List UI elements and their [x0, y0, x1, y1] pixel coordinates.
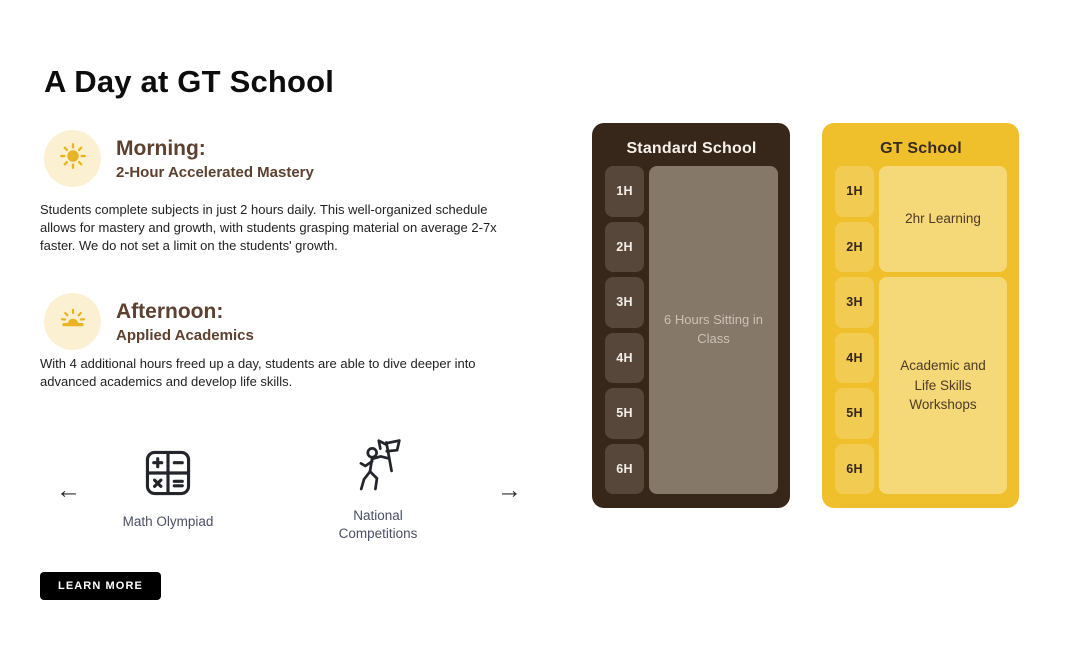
flag-bearer-icon	[347, 434, 409, 500]
morning-feature	[44, 130, 314, 187]
hour-chip: 4H	[835, 333, 874, 384]
hour-chip: 5H	[605, 388, 644, 439]
morning-text	[116, 136, 314, 181]
afternoon-text	[116, 299, 254, 344]
carousel-item-national-competitions	[312, 434, 444, 543]
hour-chip: 3H	[835, 277, 874, 328]
hour-chip: 2H	[605, 222, 644, 273]
standard-school-schedule	[605, 166, 778, 494]
hour-chip: 6H	[605, 444, 644, 495]
hour-chip: 1H	[835, 166, 874, 217]
left-content	[40, 62, 528, 622]
afternoon-subheading: Applied Academics	[116, 327, 254, 345]
carousel-item-label: National Competitions	[338, 508, 418, 542]
afternoon-badge	[44, 293, 101, 350]
hour-chip: 1H	[605, 166, 644, 217]
afternoon-heading: Afternoon:	[116, 299, 224, 323]
standard-school-title: Standard School	[626, 139, 757, 157]
carousel-item-math-olympiad	[102, 440, 234, 531]
standard-school-card	[592, 123, 790, 508]
learn-more-button[interactable]: LEARN MORE	[40, 572, 161, 600]
schedule-block-workshops: Academic and Life Skills Workshops	[879, 277, 1007, 494]
morning-badge	[44, 130, 101, 187]
calculator-icon	[139, 440, 197, 506]
afternoon-feature	[44, 293, 254, 350]
hour-chip: 6H	[835, 444, 874, 495]
schedule-block-sitting-in-class: 6 Hours Sitting in Class	[649, 166, 778, 494]
carousel-next-button[interactable]: →	[493, 474, 526, 507]
morning-heading: Morning:	[116, 136, 206, 160]
morning-subheading: 2-Hour Accelerated Mastery	[116, 164, 314, 182]
hour-chip: 3H	[605, 277, 644, 328]
morning-paragraph: Students complete subjects in just 2 hours daily. This well-organized schedule allows for mastery and growth, with students grasping material on average 2-7x faster. We do not set a limit on the students' growth.	[40, 202, 497, 254]
sunrise-icon	[57, 303, 89, 340]
sun-icon	[58, 141, 88, 176]
hour-chip: 5H	[835, 388, 874, 439]
carousel-prev-button[interactable]: ←	[52, 474, 85, 507]
hour-chip: 2H	[835, 222, 874, 273]
gt-school-title: GT School	[880, 139, 962, 157]
carousel-item-label: Math Olympiad	[122, 514, 214, 529]
page-title: A Day at GT School	[44, 64, 335, 99]
hour-chip: 4H	[605, 333, 644, 384]
afternoon-paragraph: With 4 additional hours freed up a day, students are able to dive deeper into advanced academics and develop life skills.	[40, 356, 476, 390]
schedule-block-2hr-learning: 2hr Learning	[879, 166, 1007, 272]
gt-school-card	[822, 123, 1019, 508]
gt-school-schedule	[835, 166, 1007, 494]
